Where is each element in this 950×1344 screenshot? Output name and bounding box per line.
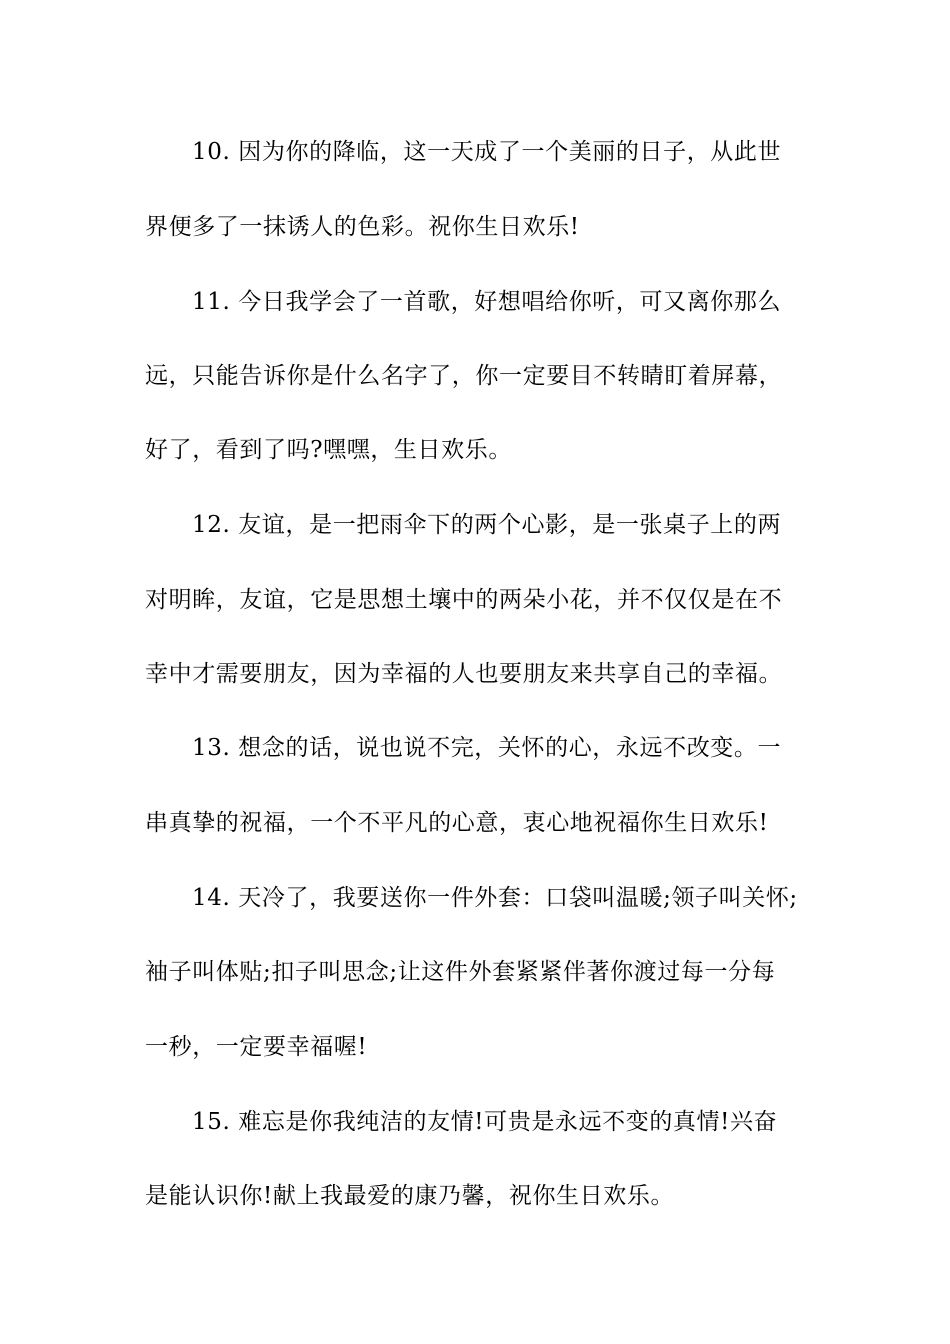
paragraph-14-line-1: 14. 天冷了，我要送你一件外套：口袋叫温暖;领子叫关怀;	[192, 885, 798, 911]
paragraph-12-line-3: 幸中才需要朋友，因为幸福的人也要朋友来共享自己的幸福。	[145, 661, 783, 687]
paragraph-12-line-1: 12. 友谊，是一把雨伞下的两个心影，是一张桌子上的两	[192, 512, 782, 538]
paragraph-14-line-3: 一秒，一定要幸福喔!	[145, 1034, 368, 1060]
paragraph-14-line-2: 袖子叫体贴;扣子叫思念;让这件外套紧紧伴著你渡过每一分每	[145, 959, 776, 985]
paragraph-11-line-3: 好了，看到了吗?嘿嘿，生日欢乐。	[145, 437, 512, 463]
paragraph-10-line-2: 界便多了一抹诱人的色彩。祝你生日欢乐!	[145, 214, 580, 240]
paragraph-15-line-1: 15. 难忘是你我纯洁的友情!可贵是永远不变的真情!兴奋	[192, 1109, 778, 1135]
paragraph-10-line-1: 10. 因为你的降临，这一天成了一个美丽的日子，从此世	[192, 139, 782, 165]
paragraph-11-line-1: 11. 今日我学会了一首歌，好想唱给你听，可又离你那么	[192, 289, 782, 315]
paragraph-15-line-2: 是能认识你!献上我最爱的康乃馨，祝你生日欢乐。	[145, 1183, 675, 1209]
paragraph-11-line-2: 远，只能告诉你是什么名字了，你一定要目不转睛盯着屏幕，	[145, 363, 783, 389]
paragraph-12-line-2: 对明眸，友谊，它是思想土壤中的两朵小花，并不仅仅是在不	[145, 587, 783, 613]
paragraph-13-line-1: 13. 想念的话，说也说不完，关怀的心，永远不改变。一	[192, 735, 782, 761]
paragraph-13-line-2: 串真挚的祝福，一个不平凡的心意，衷心地祝福你生日欢乐!	[145, 810, 769, 836]
